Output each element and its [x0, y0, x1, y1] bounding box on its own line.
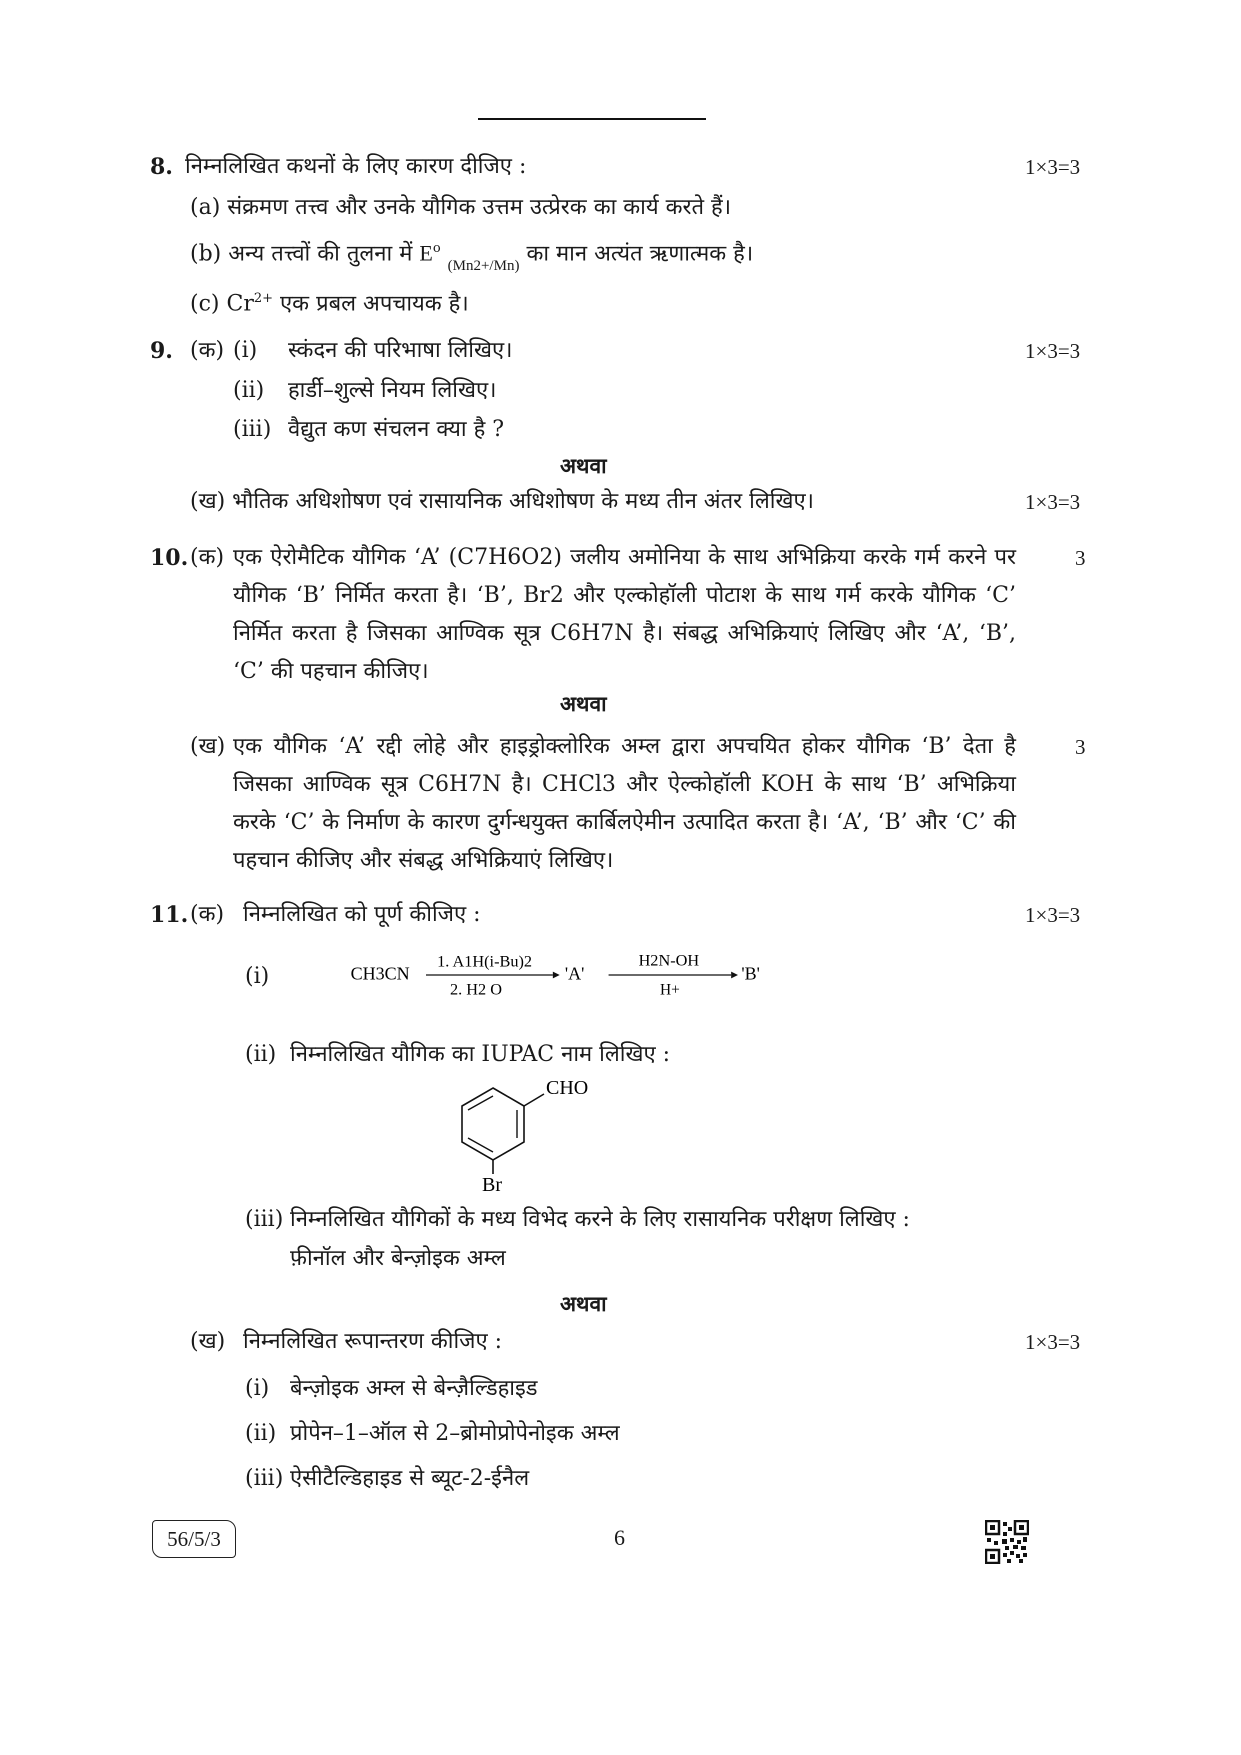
- q9-ka-label: (क): [190, 338, 225, 363]
- q11-ii-label: (ii): [245, 1042, 277, 1067]
- ring-double-bond-3: [468, 1138, 493, 1152]
- q11-ka-label: (क): [190, 902, 225, 927]
- q11-ii-text: निम्नलिखित यौगिक का IUPAC नाम लिखिए :: [290, 1042, 671, 1067]
- q10-number: 10.: [150, 545, 189, 571]
- q10-or: अथवा: [560, 691, 607, 716]
- q9-ii-label: (ii): [233, 378, 265, 403]
- q9-iii-label: (iii): [233, 417, 272, 442]
- rx-arrowhead-1: [553, 972, 560, 979]
- q10-ka-text: एक ऐरोमैटिक यौगिक ‘A’ (C7H6O2) जलीय अमोनिया के साथ अभिक्रिया करके गर्म करने पर यौगिक ‘B’ निर्मित करता है। ‘B’, Br2 और एल्कोहॉली पोटाश के साथ गर्म करके यौगिक ‘C’ निर्मित करता है जिसका आण्विक सूत्र C6H7N है। संबद्ध अभिक्रियाएं लिखिए और ‘A’, ‘B’, ‘C’ की पहचान कीजिए।: [233, 545, 1016, 684]
- q9-or: अथवा: [560, 453, 607, 478]
- q8-b-suffix: का मान अत्यंत ऋणात्मक है।: [526, 241, 754, 267]
- q8-b-prefix: (b) अन्य तत्त्वों की तुलना में: [190, 241, 413, 267]
- rx-product-a: 'A': [564, 963, 585, 984]
- ring-double-bond-2: [468, 1096, 493, 1110]
- q8-marks: 1×3=3: [1025, 155, 1081, 179]
- q9-kha-marks: 1×3=3: [1025, 490, 1081, 514]
- q11-kha-ii-label: (ii): [245, 1421, 277, 1446]
- rx-step1: 1. A1H(i-Bu)2: [437, 951, 533, 971]
- q11-iii-text: निम्नलिखित यौगिकों के मध्य विभेद करने के लिए रासायनिक परीक्षण लिखिए :: [290, 1207, 910, 1232]
- rx-reagent-top: H2N-OH: [638, 950, 700, 970]
- q10-kha-marks: 3: [1075, 735, 1086, 759]
- q8-c-suffix: एक प्रबल अपचायक है।: [280, 291, 469, 317]
- q11-number: 11.: [150, 902, 189, 928]
- rx-reagent-bottom: H+: [660, 981, 680, 999]
- rx-reactant: CH3CN: [350, 963, 410, 984]
- q10-ka-marks: 3: [1075, 546, 1086, 570]
- q10-kha-label: (ख): [190, 734, 226, 759]
- q11-i-label: (i): [245, 964, 270, 989]
- q11-kha-iii-label: (iii): [245, 1466, 284, 1491]
- top-rule: [478, 118, 706, 120]
- rx-arrowhead-2: [731, 972, 738, 979]
- q9-i-text: स्कंदन की परिभाषा लिखिए।: [288, 338, 513, 363]
- q11-kha-marks: 1×3=3: [1025, 1330, 1081, 1354]
- q9-number: 9.: [150, 338, 173, 364]
- q9-ii-text: हार्डी–शुल्से नियम लिखिए।: [288, 378, 497, 403]
- q11-stem: निम्नलिखित को पूर्ण कीजिए :: [243, 902, 481, 927]
- q8-part-c: [190, 284, 469, 319]
- q10-kha-text: एक यौगिक ‘A’ रद्दी लोहे और हाइड्रोक्लोरिक अम्ल द्वारा अपचयित होकर यौगिक ‘B’ देता है जिसका आण्विक सूत्र C6H7N है। CHCl3 और ऐल्कोहॉली KOH के साथ ‘B’ अभिक्रिया करके ‘C’ के निर्माण के कारण दुर्गन्धयुक्त कार्बिलऐमीन उत्पादित करता है। ‘A’, ‘B’ और ‘C’ की पहचान कीजिए और संबद्ध अभिक्रियाएं लिखिए।: [233, 734, 1016, 873]
- q9-marks: 1×3=3: [1025, 339, 1081, 363]
- benzene-ring: [462, 1088, 524, 1160]
- q11-iii-compounds: फ़ीनॉल और बेन्ज़ोइक अम्ल: [290, 1246, 506, 1271]
- q8-c-sup: 2+: [253, 291, 274, 306]
- q8-part-a: (a) संक्रमण तत्त्व और उनके यौगिक उत्तम उत्प्रेरक का कार्य करते हैं।: [190, 195, 732, 220]
- q8-c-prefix: (c) Cr: [190, 291, 254, 317]
- q11-or: अथवा: [560, 1291, 607, 1316]
- qr-code-icon: [985, 1520, 1029, 1564]
- paper-code-box: 56/5/3: [152, 1520, 236, 1558]
- q8-part-b: [190, 234, 754, 275]
- q11-kha-i-label: (i): [245, 1376, 270, 1401]
- br-group-label: Br: [482, 1174, 502, 1195]
- q11-marks: 1×3=3: [1025, 903, 1081, 927]
- benzene-ring-structure: [420, 1070, 610, 1195]
- q9-kha-text: (ख) भौतिक अधिशोषण एवं रासायनिक अधिशोषण के मध्य तीन अंतर लिखिए।: [190, 489, 814, 514]
- q11-kha-i-text: बेन्ज़ोइक अम्ल से बेन्ज़ैल्डिहाइड: [290, 1376, 538, 1401]
- q11-kha-label: (ख): [190, 1329, 226, 1354]
- q8-stem: निम्नलिखित कथनों के लिए कारण दीजिए :: [185, 154, 527, 179]
- cho-bond: [524, 1094, 544, 1106]
- q11-kha-ii-text: प्रोपेन–1–ऑल से 2–ब्रोमोप्रोपेनोइक अम्ल: [290, 1421, 620, 1446]
- page-number: 6: [614, 1525, 625, 1550]
- q10-ka-label: (क): [190, 545, 225, 570]
- cho-group-label: CHO: [546, 1077, 589, 1099]
- q11-iii-label: (iii): [245, 1207, 284, 1232]
- q11-kha-stem: निम्नलिखित रूपान्तरण कीजिए :: [243, 1329, 503, 1354]
- rx-product-b: 'B': [741, 963, 760, 984]
- q8-b-e: E: [419, 240, 433, 266]
- q9-i-label: (i): [233, 338, 258, 363]
- q8-b-sub: (Mn2+/Mn): [447, 258, 520, 275]
- q9-iii-text: वैद्युत कण संचलन क्या है ?: [288, 417, 505, 442]
- q11-kha-iii-text: ऐसीटैल्डिहाइड से ब्यूट-2-ईनैल: [290, 1466, 530, 1491]
- rx-step2: 2. H2 O: [450, 979, 502, 999]
- q8-b-sup: o: [432, 241, 441, 256]
- q8-number: 8.: [150, 154, 173, 180]
- q11-reaction-scheme: [290, 945, 850, 1005]
